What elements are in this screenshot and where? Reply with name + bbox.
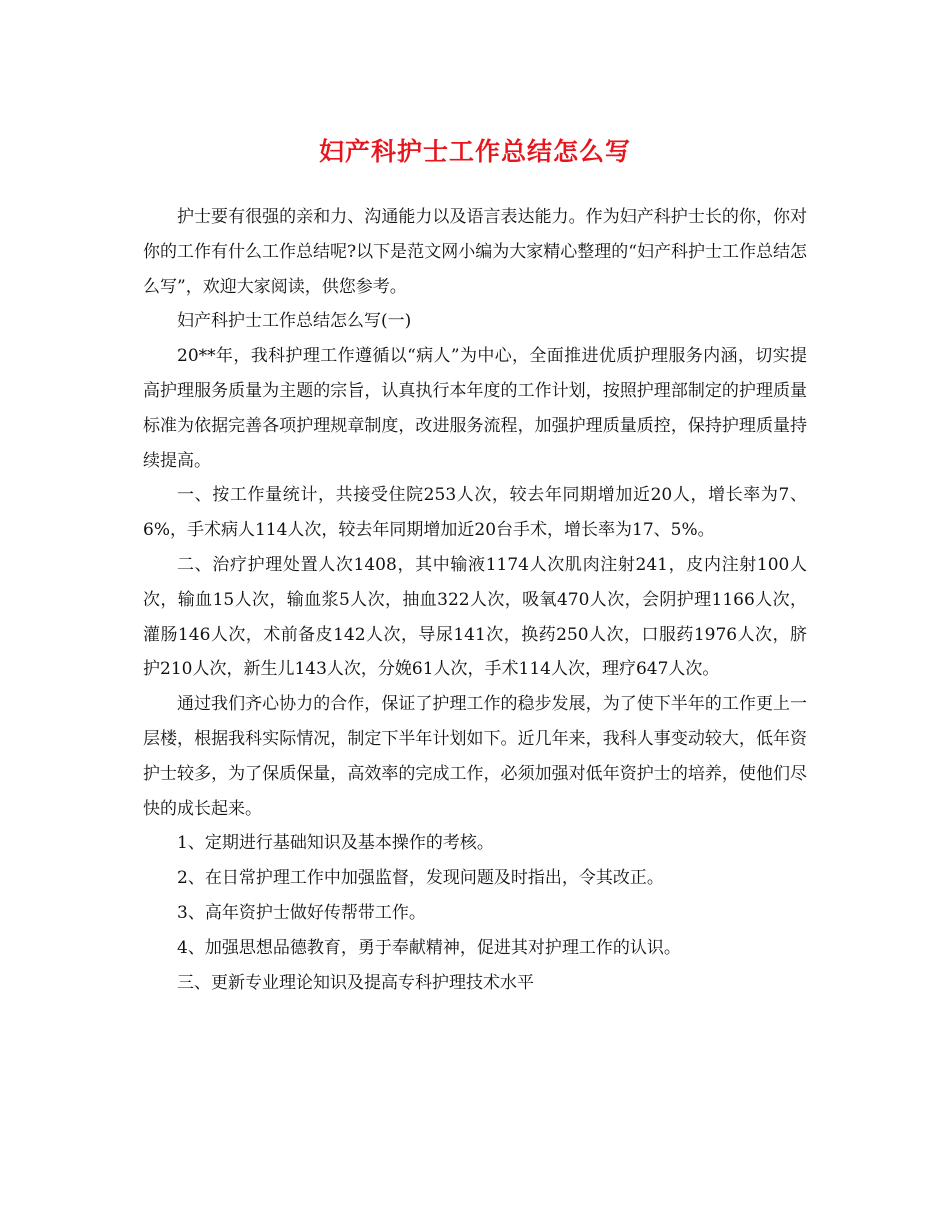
paragraph-item-2: 2、在日常护理工作中加强监督，发现问题及时指出，令其改正。	[177, 868, 664, 889]
paragraph-section-heading: 妇产科护士工作总结怎么写(一)	[177, 311, 412, 332]
document-body	[143, 200, 807, 1000]
paragraph-overview: 20**年，我科护理工作遵循以“病人”为中心，全面推进优质护理服务内涵，切实提高护理服务质量为主题的宗旨，认真执行本年度的工作计划，按照护理部制定的护理质量标准为依据完善各项护理规章制度，改进服务流程，加强护理质量质控，保持护理质量持续提高。	[143, 346, 807, 471]
paragraph-workload: 一、按工作量统计，共接受住院253人次，较去年同期增加近20人，增长率为7、6%，手术病人114人次，较去年同期增加近20台手术，增长率为17、5%。	[143, 485, 807, 541]
paragraph-plan: 通过我们齐心协力的合作，保证了护理工作的稳步发展，为了使下半年的工作更上一层楼，根据我科实际情况，制定下半年计划如下。近几年来，我科人事变动较大，低年资护士较多，为了保质保量，高效率的完成工作，必须加强对低年资护士的培养，使他们尽快的成长起来。	[143, 694, 807, 819]
paragraph-section-three: 三、更新专业理论知识及提高专科护理技术水平	[177, 972, 534, 993]
paragraph-treatment-stats: 二、治疗护理处置人次1408，其中输液1174人次肌肉注射241，皮内注射100人次，输血15人次，输血浆5人次，抽血322人次，吸氧470人次，会阴护理1166人次，灌肠146人次，术前备皮142人次，导尿141次，换药250人次，口服药1976人次，脐护210人次，新生儿143人次，分娩61人次，手术114人次，理疗647人次。	[143, 554, 807, 680]
paragraph-intro: 护士要有很强的亲和力、沟通能力以及语言表达能力。作为妇产科护士长的你，你对你的工作有什么工作总结呢?以下是范文网小编为大家精心整理的“妇产科护士工作总结怎么写”，欢迎大家阅读，供您参考。	[143, 207, 807, 297]
paragraph-item-1: 1、定期进行基础知识及基本操作的考核。	[177, 833, 494, 854]
paragraph-item-4: 4、加强思想品德教育，勇于奉献精神，促进其对护理工作的认识。	[177, 937, 681, 958]
document-title: 妇产科护士工作总结怎么写	[318, 137, 631, 166]
paragraph-item-3: 3、高年资护士做好传帮带工作。	[177, 902, 426, 923]
